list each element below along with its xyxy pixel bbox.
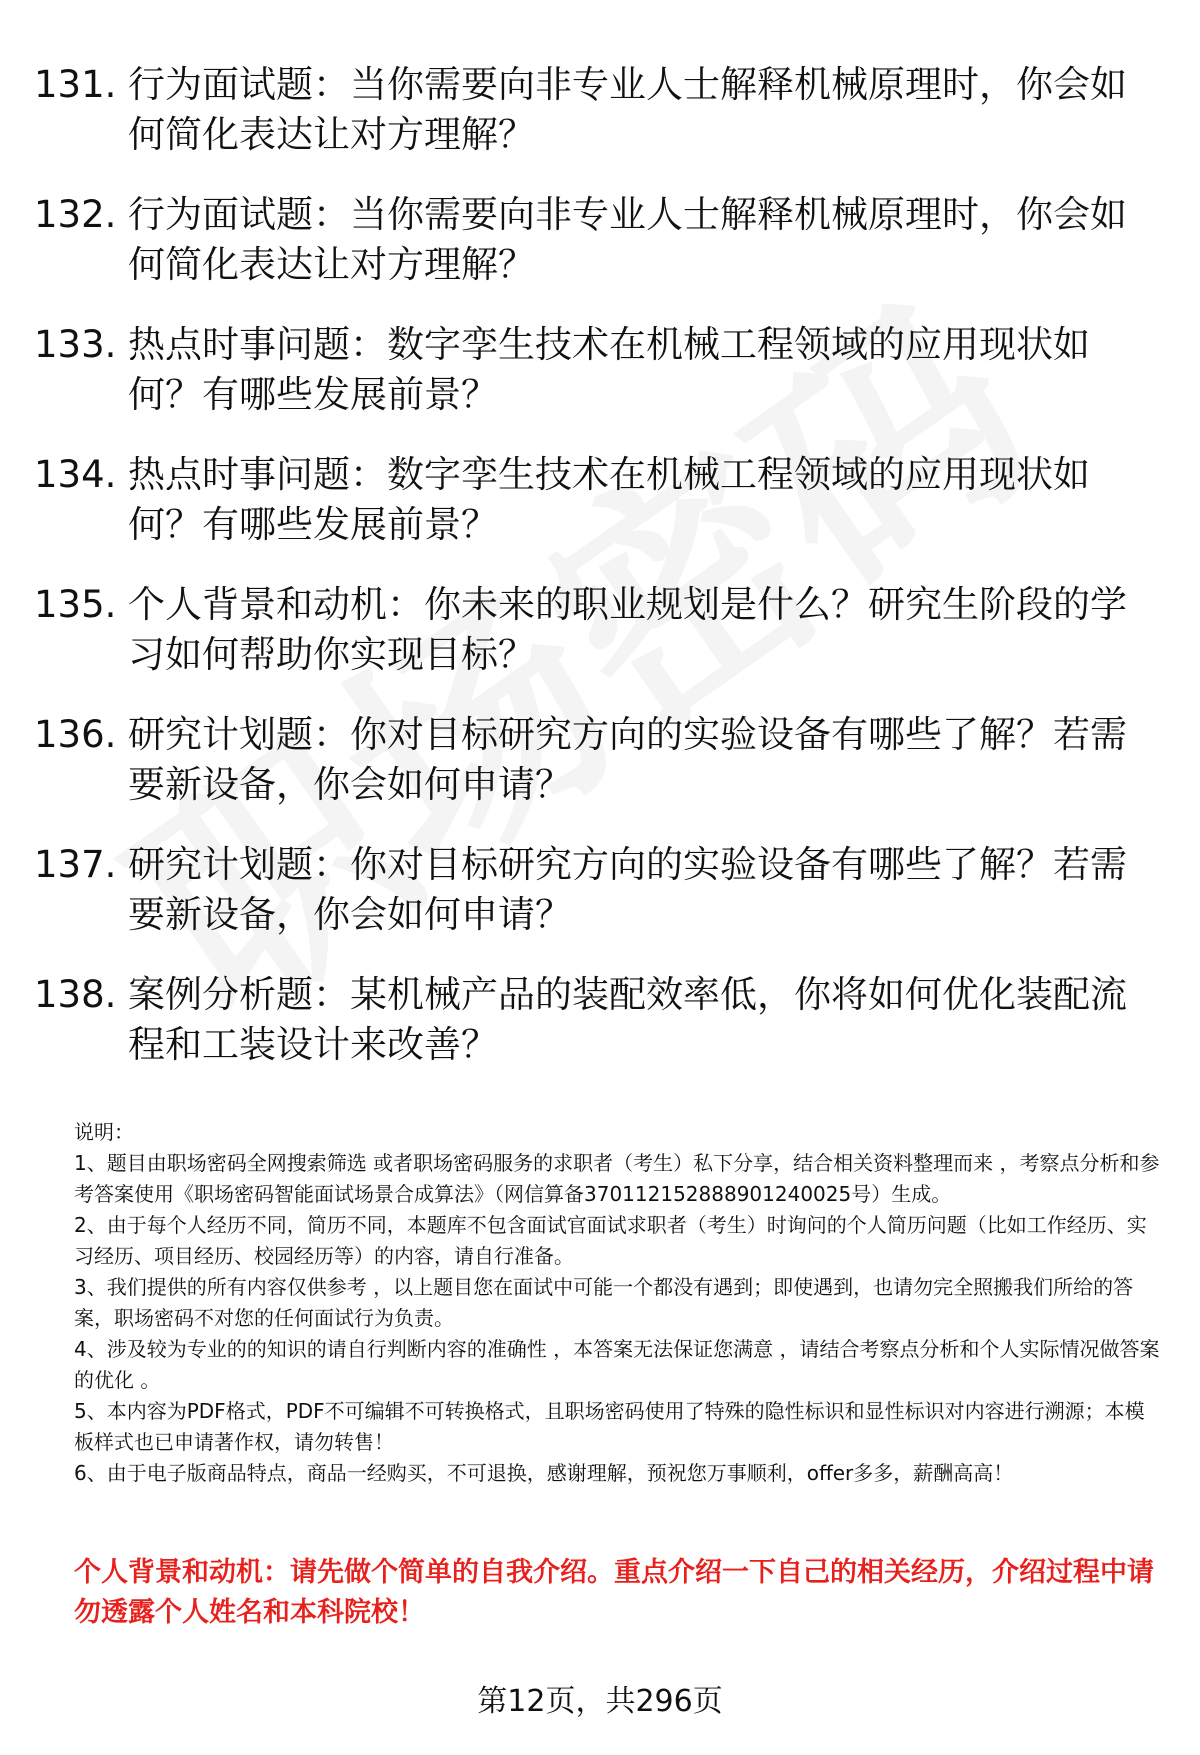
question-number: 134. [34, 453, 117, 496]
question-number: 138. [34, 973, 117, 1016]
question-text: 研究计划题：你对目标研究方向的实验设备有哪些了解？若需要新设备，你会如何申请？ [128, 713, 1127, 806]
note-item: 6、由于电子版商品特点，商品一经购买，不可退换，感谢理解，预祝您万事顺利，offer多多，薪酬高高！ [74, 1461, 1014, 1485]
page-number: 第12页，共296页 [477, 1684, 723, 1719]
question-text: 行为面试题：当你需要向非专业人士解释机械原理时，你会如何简化表达让对方理解？ [128, 63, 1127, 156]
question-text: 案例分析题：某机械产品的装配效率低，你将如何优化装配流程和工装设计来改善？ [128, 973, 1127, 1066]
question-text: 热点时事问题：数字孪生技术在机械工程领域的应用现状如何？有哪些发展前景？ [128, 453, 1090, 546]
notes-heading: 说明： [74, 1120, 134, 1144]
question-number: 133. [34, 323, 117, 366]
question-item [34, 320, 1154, 420]
note-item: 5、本内容为PDF格式，PDF不可编辑不可转换格式，且职场密码使用了特殊的隐性标识和显性标识对内容进行溯源；本模板样式也已申请著作权，请勿转售！ [74, 1399, 1145, 1454]
question-item [34, 840, 1154, 940]
highlight-question: 个人背景和动机：请先做个简单的自我介绍。重点介绍一下自己的相关经历，介绍过程中请勿透露个人姓名和本科院校！ [74, 1557, 1154, 1628]
question-text: 热点时事问题：数字孪生技术在机械工程领域的应用现状如何？有哪些发展前景？ [128, 323, 1090, 416]
question-text: 行为面试题：当你需要向非专业人士解释机械原理时，你会如何简化表达让对方理解？ [128, 193, 1127, 286]
note-item: 1、题目由职场密码全网搜索筛选 或者职场密码服务的求职者（考生）私下分享，结合相关资料整理而来 ，考察点分析和参考答案使用《职场密码智能面试场景合成算法》（网信算备370112152888901240025号）生成。 [74, 1151, 1160, 1206]
question-number: 131. [34, 63, 117, 106]
question-list [34, 60, 1154, 1100]
notes-section [74, 1117, 1164, 1489]
question-item [34, 60, 1154, 160]
question-number: 137. [34, 843, 117, 886]
question-item [34, 580, 1154, 680]
question-number: 132. [34, 193, 117, 236]
question-number: 136. [34, 713, 117, 756]
question-item [34, 190, 1154, 290]
note-item: 3、我们提供的所有内容仅供参考 ，以上题目您在面试中可能一个都没有遇到；即使遇到，也请勿完全照搬我们所给的答案，职场密码不对您的任何面试行为负责。 [74, 1275, 1134, 1330]
note-item: 4、涉及较为专业的的知识的请自行判断内容的准确性 ，本答案无法保证您满意 ，请结合考察点分析和个人实际情况做答案的优化 。 [74, 1337, 1160, 1392]
question-text: 研究计划题：你对目标研究方向的实验设备有哪些了解？若需要新设备，你会如何申请？ [128, 843, 1127, 936]
question-item [34, 450, 1154, 550]
question-item [34, 970, 1154, 1070]
question-text: 个人背景和动机：你未来的职业规划是什么？研究生阶段的学习如何帮助你实现目标？ [128, 583, 1127, 676]
question-number: 135. [34, 583, 117, 626]
note-item: 2、由于每个人经历不同，简历不同，本题库不包含面试官面试求职者（考生）时询问的个人简历问题（比如工作经历、实习经历、项目经历、校园经历等）的内容，请自行准备。 [74, 1213, 1147, 1268]
question-item [34, 710, 1154, 810]
